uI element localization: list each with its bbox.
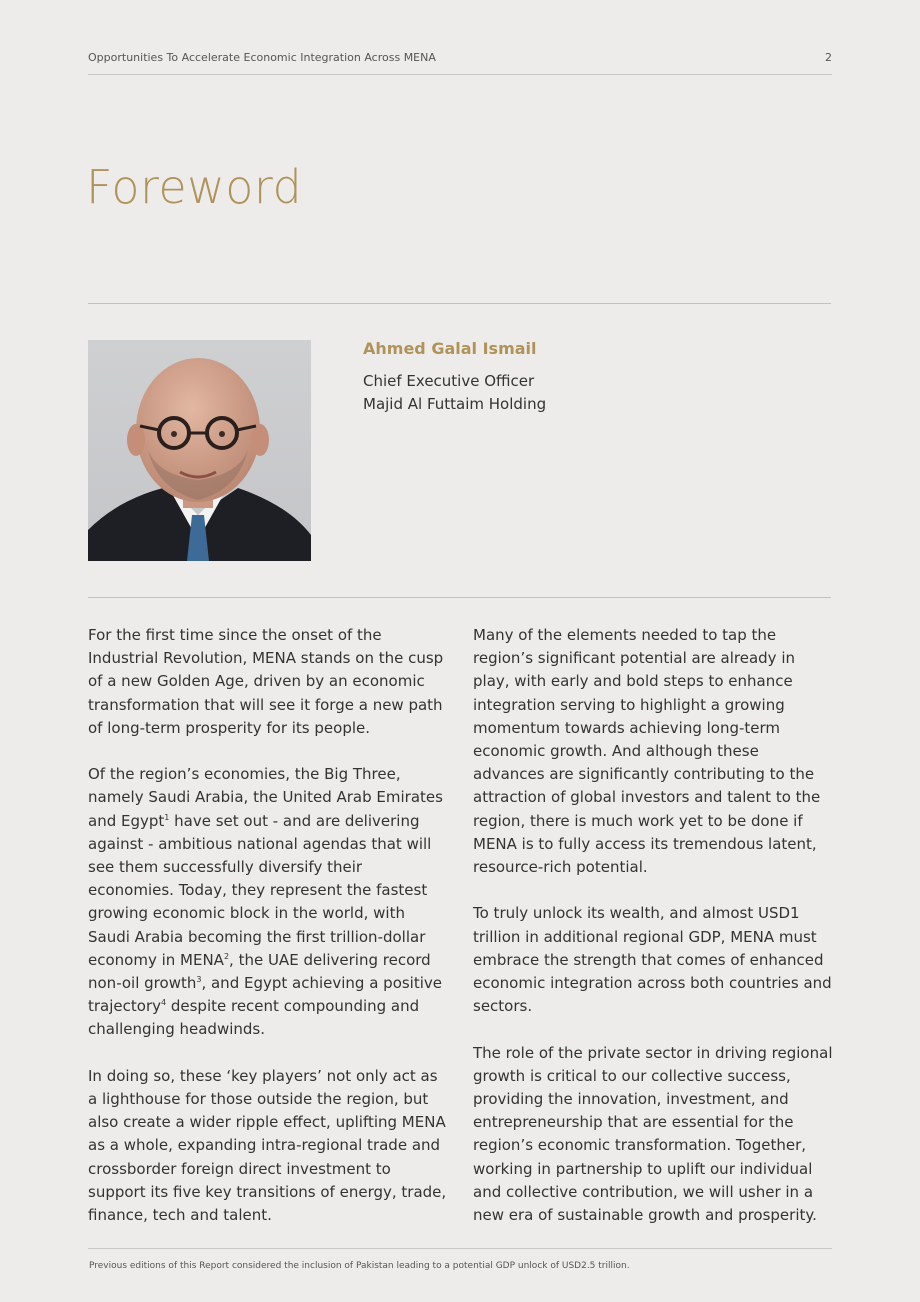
left-column xyxy=(88,624,450,1250)
person-name: Ahmed Galal Ismail xyxy=(363,339,537,358)
bottom-gold-divider xyxy=(88,597,831,598)
footnote-ref-1: 1 xyxy=(164,812,170,822)
page-title: Foreword xyxy=(86,160,303,214)
right-paragraph-3: The role of the private sector in driving regional growth is critical to our collective success, providing the innovation, investment, and entrepreneurship that are essential for the region’s economic transformation. Together, working in partnership to uplift our individual and collective contribution, we will usher in a new era of sustainable growth and prosperity. xyxy=(473,1043,833,1225)
footnote-text: Previous editions of this Report considered the inclusion of Pakistan leading to a potential GDP unlock of USD2.5 trillion. xyxy=(89,1261,630,1271)
footnote-ref-4: 4 xyxy=(161,998,167,1008)
header-divider xyxy=(88,74,832,75)
right-paragraph-1: Many of the elements needed to tap the region’s significant potential are already in play, with early and bold steps to enhance integration serving to highlight a growing momentum towards achieving long-term economic growth. And although these advances are significantly contributing to the attraction of global investors and talent to the region, there is much work yet to be done if MENA is to fully access its tremendous latent, resource-rich potential. xyxy=(473,626,821,877)
left-paragraph-1: For the first time since the onset of the Industrial Revolution, MENA stands on the cusp of a new Golden Age, driven by an economic transformation that will see it forge a new path of long-term prosperity for its people. xyxy=(88,626,444,737)
footnote-ref-3: 3 xyxy=(196,975,202,985)
person-role: Chief Executive Officer xyxy=(363,372,535,390)
person-organization: Majid Al Futtaim Holding xyxy=(363,395,547,413)
report-title: Opportunities To Accelerate Economic Integration Across MENA xyxy=(88,51,436,64)
left-paragraph-2: Of the region’s economies, the Big Three, namely Saudi Arabia, the United Arab Emirates and Egypt$^1$ have set out - and are delivering against - ambitious national agendas that will see them successfully diversify their economies. Today, they represent the fastest growing economic block in the world, with Saudi Arabia becoming the first trillion-dollar economy in MENA$^2$, the UAE delivering record non-oil growth$^3$, and Egypt achieving a positive trajectory$^4$ despite recent compounding and challenging headwinds. xyxy=(88,765,443,1039)
right-column xyxy=(473,624,835,1250)
page-number: 2 xyxy=(825,51,832,64)
right-paragraph-2: To truly unlock its wealth, and almost USD1 trillion in additional regional GDP, MENA must embrace the strength that comes of enhanced economic integration across both countries and sectors. xyxy=(473,904,832,1016)
footer-divider xyxy=(88,1248,832,1249)
ceo-portrait-photo xyxy=(88,340,311,561)
footnote-ref-2: 2 xyxy=(223,951,230,961)
person-title-block xyxy=(363,370,546,416)
top-gold-divider xyxy=(88,303,831,304)
left-paragraph-3: In doing so, these ‘key players’ not only act as a lighthouse for those outside the region, but also create a wider ripple effect, uplifting MENA as a whole, expanding intra-regional trade and crossborder foreign direct investment to support its five key transitions of energy, trade, finance, tech and talent. xyxy=(88,1066,447,1225)
running-header xyxy=(88,51,832,64)
